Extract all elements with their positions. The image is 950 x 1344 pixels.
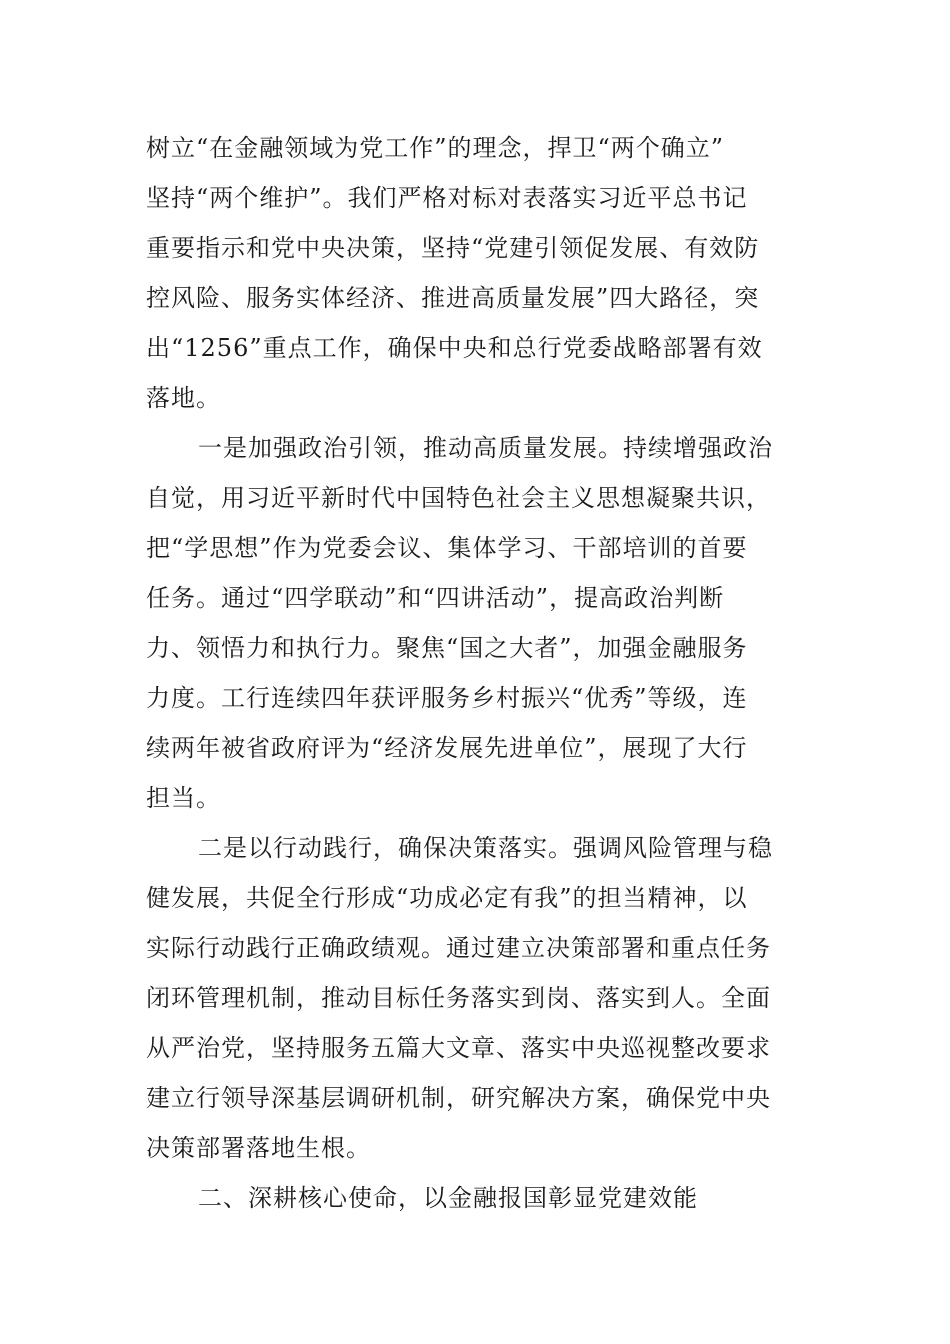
text-line: 重要指示和党中央决策，坚持“党建引领促发展、有效防 xyxy=(146,234,760,262)
text-line: 续两年被省政府评为“经济发展先进单位”，展现了大行 xyxy=(146,734,748,762)
text-line: 任务。通过“四学联动”和“四讲活动”，提高政治判断 xyxy=(146,584,725,612)
text-line: 担当。 xyxy=(146,784,221,812)
paragraph-first-line: 一是加强政治引领，推动高质量发展。持续增强政治 xyxy=(198,434,773,462)
text-line: 决策部署落地生根。 xyxy=(146,1134,371,1162)
paragraph-first-line: 二是以行动践行，确保决策落实。强调风险管理与稳 xyxy=(198,834,773,862)
text-line: 力度。工行连续四年获评服务乡村振兴“优秀”等级，连 xyxy=(146,684,748,712)
text-line: 坚持“两个维护”。我们严格对标对表落实习近平总书记 xyxy=(146,184,748,212)
text-line: 出“1256”重点工作，确保中央和总行党委战略部署有效 xyxy=(146,334,763,362)
text-line: 闭环管理机制，推动目标任务落实到岗、落实到人。全面 xyxy=(146,984,771,1012)
text-line: 落地。 xyxy=(146,384,221,412)
text-line: 力、领悟力和执行力。聚焦“国之大者”，加强金融服务 xyxy=(146,634,748,662)
text-line: 把“学思想”作为党委会议、集体学习、干部培训的首要 xyxy=(146,534,748,562)
document-body xyxy=(146,123,808,1223)
text-line: 树立“在金融领域为党工作”的理念，捍卫“两个确立” xyxy=(146,134,725,162)
text-line: 健发展，共促全行形成“功成必定有我”的担当精神，以 xyxy=(146,884,748,912)
text-line: 建立行领导深基层调研机制，研究解决方案，确保党中央 xyxy=(146,1084,771,1112)
text-line: 控风险、服务实体经济、推进高质量发展”四大路径，突 xyxy=(146,284,760,312)
text-line: 自觉，用习近平新时代中国特色社会主义思想凝聚共识， xyxy=(146,484,771,512)
section-heading: 二、深耕核心使命，以金融报国彰显党建效能 xyxy=(198,1184,698,1212)
text-line: 从严治党，坚持服务五篇大文章、落实中央巡视整改要求 xyxy=(146,1034,771,1062)
text-line: 实际行动践行正确政绩观。通过建立决策部署和重点任务 xyxy=(146,934,771,962)
